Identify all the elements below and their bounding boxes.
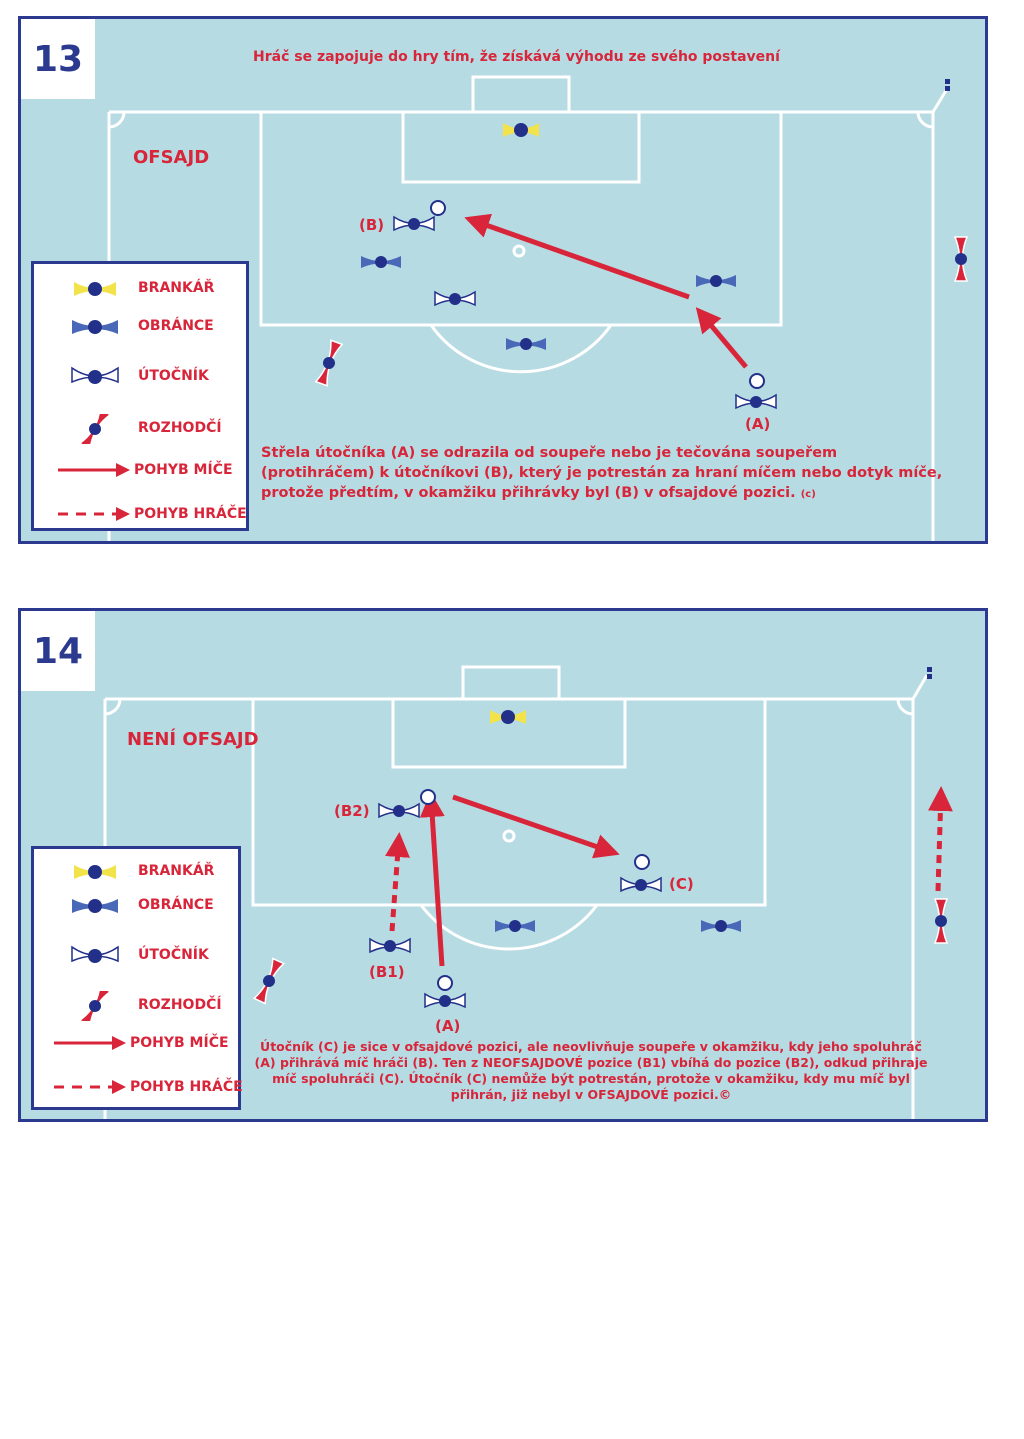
verdict-title: OFSAJD [133, 147, 210, 168]
ball-icon [438, 976, 452, 990]
player-label-a: (A) [745, 415, 771, 433]
legend-referee [34, 408, 246, 448]
player-label-b1: (B1) [369, 963, 405, 981]
legend-attacker [34, 356, 246, 396]
solid-arrow-icon [52, 1033, 128, 1053]
corner-flag [945, 79, 950, 91]
attacker-a-marker [425, 994, 465, 1007]
ball-icon [431, 201, 445, 215]
player-move-arrow [938, 791, 941, 891]
legend-label: POHYB HRÁČE [134, 506, 247, 522]
ball-move-arrow [699, 311, 746, 367]
goalkeeper-marker [503, 123, 539, 137]
legend-defender [34, 306, 246, 346]
defender-marker [696, 275, 736, 287]
referee-marker [955, 237, 967, 281]
referee-marker [316, 340, 342, 385]
player-label-c: (C) [669, 875, 694, 893]
attacker-c-marker [621, 878, 661, 891]
panel-number: 14 [21, 611, 95, 691]
legend [31, 846, 241, 1110]
dashed-arrow-icon [52, 1077, 128, 1097]
legend-player-move [34, 1071, 243, 1111]
legend [31, 261, 249, 531]
ball-move-arrow [453, 797, 615, 853]
referee-icon [60, 991, 130, 1021]
legend-label: OBRÁNCE [138, 897, 214, 913]
panel-description [261, 443, 951, 505]
ball-icon [750, 374, 764, 388]
legend-label: BRANKÁŘ [138, 280, 215, 296]
diagram-panel-13 [18, 16, 988, 544]
corner-flag [927, 667, 932, 679]
legend-label: BRANKÁŘ [138, 863, 215, 879]
attacker-marker [435, 292, 475, 305]
verdict-title: NENÍ OFSAJD [127, 729, 259, 750]
legend-label: ROZHODČÍ [138, 420, 222, 436]
goalkeeper-icon [60, 857, 130, 887]
diagram-panel-14 [18, 608, 988, 1122]
solid-arrow-icon [56, 460, 132, 480]
attacker-icon [60, 362, 130, 392]
attacker-b1-marker [370, 939, 410, 952]
legend-label: ROZHODČÍ [138, 997, 222, 1013]
ball-move-arrow [469, 219, 689, 297]
defender-icon [60, 891, 130, 921]
copyright-mark: (c) [800, 489, 816, 500]
attacker-icon [60, 941, 130, 971]
legend-attacker [34, 935, 238, 975]
legend-label: POHYB MÍČE [134, 462, 233, 478]
attacker-b-marker [394, 217, 434, 230]
panel-number: 13 [21, 19, 95, 99]
referee-marker [254, 959, 283, 1004]
defender-marker [361, 256, 401, 268]
player-label-a: (A) [435, 1017, 461, 1035]
ball-move-arrow [431, 797, 442, 966]
player-move-arrow [392, 837, 399, 931]
panel-description: Útočník (C) je sice v ofsajdové pozici, ale neovlivňuje soupeře v okamžiku, kdy jeho spoluhráč (A) přihrává míč hráči (B). Ten z NEOFSAJDOVÉ pozice (B1) vbíhá do pozice (B2), odkud přihraje míč spoluhráči (C). Útočník (C) nemůže být potrestán, protože v okamžiku, kdy mu míč byl přihrán, již nebyl v OFSAJDOVÉ pozici.© [254, 1039, 928, 1102]
dashed-arrow-icon [56, 504, 132, 524]
legend-ball-move [34, 1023, 238, 1063]
legend-defender [34, 885, 238, 925]
player-label-b2: (B2) [334, 802, 370, 820]
legend-label: POHYB MÍČE [130, 1035, 229, 1051]
defender-marker [701, 920, 741, 932]
penalty-spot [514, 246, 524, 256]
ball-icon [635, 855, 649, 869]
attacker-a-marker [736, 395, 776, 408]
description-text: Střela útočníka (A) se odrazila od soupeře nebo je tečována soupeřem (protihráčem) k útočníkovi (B), který je potrestán za hraní míčem nebo dotyk míče, protože předtím, v okamžiku přihrávky byl (B) v ofsajdové pozici. [261, 445, 943, 501]
legend-player-move [34, 500, 246, 540]
defender-marker [506, 338, 546, 350]
attacker-b2-marker [379, 804, 419, 817]
legend-label: ÚTOČNÍK [138, 368, 209, 384]
referee-marker [935, 899, 947, 943]
goalkeeper-icon [60, 274, 130, 304]
legend-label: POHYB HRÁČE [130, 1079, 243, 1095]
legend-label: ÚTOČNÍK [138, 947, 209, 963]
goalkeeper-marker [490, 710, 526, 724]
legend-referee [34, 985, 238, 1025]
panel-headline: Hráč se zapojuje do hry tím, že získává výhodu ze svého postavení [253, 49, 780, 65]
defender-marker [495, 920, 535, 932]
penalty-spot [504, 831, 514, 841]
defender-icon [60, 312, 130, 342]
player-label-b: (B) [359, 216, 385, 234]
legend-label: OBRÁNCE [138, 318, 214, 334]
ball-icon [421, 790, 435, 804]
referee-icon [60, 414, 130, 444]
legend-goalkeeper [34, 268, 246, 308]
legend-ball-move [34, 450, 246, 490]
